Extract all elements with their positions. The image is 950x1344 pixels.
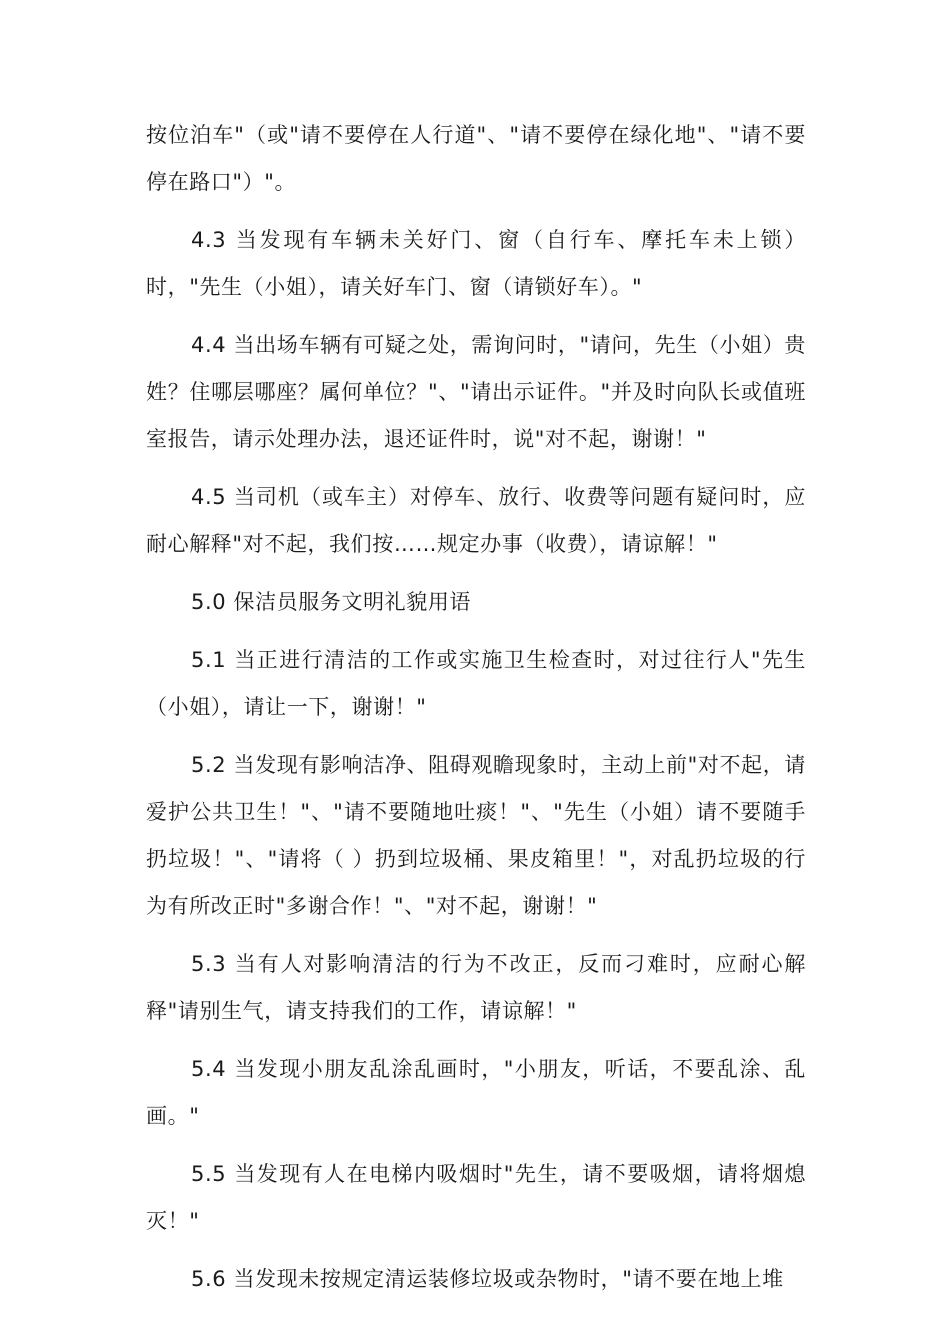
paragraph-5-3: 5.3 当有人对影响清洁的行为不改正，反而刁难时，应耐心解释"请别生气，请支持我们的工作，请谅解！" [146,952,806,1023]
paragraph-4-3: 4.3 当发现有车辆未关好门、窗（自行车、摩托车未上锁）时，"先生（小姐），请关好车门、窗（请锁好车）。" [146,228,806,299]
paragraph-5-2: 5.2 当发现有影响洁净、阻碍观瞻现象时，主动上前"对不起，请爱护公共卫生！"、"请不要随地吐痰！"、"先生（小姐）请不要随手扔垃圾！"、"请将（ ）扔到垃圾桶、果皮箱里！"，对乱扔垃圾的行为有所改正时"多谢合作！"、"对不起，谢谢！" [146,753,806,918]
paragraph-5-6: 5.6 当发现未按规定清运装修垃圾或杂物时，"请不要在地上堆 [191,1267,784,1291]
section-heading-5-0: 5.0 保洁员服务文明礼貌用语 [191,590,472,614]
paragraph-5-5: 5.5 当发现有人在电梯内吸烟时"先生，请不要吸烟，请将烟熄灭！" [146,1162,806,1233]
document-body [146,112,806,1314]
paragraph-5-1: 5.1 当正进行清洁的工作或实施卫生检查时，对过往行人"先生（小姐），请让一下，谢谢！" [146,648,806,719]
paragraph-4-5: 4.5 当司机（或车主）对停车、放行、收费等问题有疑问时，应耐心解释"对不起，我们按……规定办事（收费），请谅解！" [146,485,806,556]
paragraph-4-4: 4.4 当出场车辆有可疑之处，需询问时，"请问，先生（小姐）贵姓？住哪层哪座？属何单位？"、"请出示证件。"并及时向队长或值班室报告，请示处理办法，退还证件时，说"对不起，谢谢！" [146,333,806,451]
paragraph-parking-continued: 按位泊车"（或"请不要停在人行道"、"请不要停在绿化地"、"请不要停在路口"）"。 [146,123,806,194]
paragraph-5-4: 5.4 当发现小朋友乱涂乱画时，"小朋友，听话，不要乱涂、乱画。" [146,1057,806,1128]
